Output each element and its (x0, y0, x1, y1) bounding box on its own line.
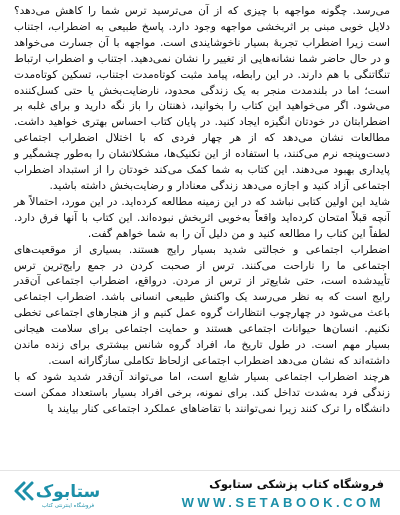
paragraph-1: می‌رسد. چگونه مواجهه با چیزی که از آن می‌ترسید ترس شما را کاهش می‌دهد؟ دلایل خوبی مبنی بر اثربخشی مواجهه وجود دارد. پاسخ طبیعی به اضطراب، اجتناب است زیرا اضطراب تجربهٔ بسیار ناخوشایندی است. مواجهه با آن جسارت می‌خواهد و در حال حاضر شما نشانه‌هایی از تغییر را نشان نمی‌دهید. اجتناب و اضطراب ارتباط تنگاتنگی با هم دارند. در این رابطه، پیامد مثبت کوتاه‌مدت اجتناب، تسکین کوتاه‌مدت است؛ اما در بلندمدت منجر به یک زندگی محدود، نارضایت‌بخش یا حتی کسل‌کننده می‌شود. اگر می‌خواهید این کتاب را بخوانید، ذهنتان را باز نگه دارید و برای غلبه بر اضطرابتان در خودتان انگیزه ایجاد کنید. در پایان کتاب احساس بهتری خواهید داشت. مطالعات نشان می‌دهد که از هر چهار فردی که با اختلال اضطراب اجتماعی دست‌وپنجه نرم می‌کنند، با استفاده از این تکنیک‌ها، مشکلاتشان را به‌طور چشمگیر و پایداری بهبود می‌دهند. این کتاب به شما کمک می‌کند خودتان را از استبداد اضطراب اجتماعی آزاد کنید و اجازه می‌دهد زندگی معنادار و رضایت‌بخش داشته باشید. (14, 5, 390, 192)
store-url-link[interactable]: WWW.SETABOOK.COM (181, 495, 384, 510)
paragraph-4: هرچند اضطراب اجتماعی بسیار شایع است، اما می‌تواند آن‌قدر شدید شود که با زندگی فرد به‌شدت تداخل کند. برای نمونه، برخی افراد بسیار باستعداد ممکن است دانشگاه را ترک کنند زیرا نمی‌توانند با تقاضاهای عملکرد اجتماعی کنار بیایند یا (14, 370, 390, 415)
store-branding (182, 477, 384, 512)
paragraph-3: اضطراب اجتماعی و خجالتی شدید بسیار رایج هستند. بسیاری از موقعیت‌های اجتماعی ما را ناراحت می‌کنند. ترس از صحبت کردن در جمع رایج‌ترین ترس تأییدشده است، حتی شایع‌تر از ترس از مردن. درواقع، اضطراب اجتماعی آن‌قدر رایج است که به نظر می‌رسد یک واکنش طبیعی انسانی باشد. اضطراب اجتماعی باعث می‌شود در چهارچوب انتظارات گروه عمل کنیم و از هنجارهای اجتماعی تخطی نکنیم. انسان‌ها حیوانات اجتماعی هستند و حمایت اجتماعی برای سلامت هیجانی بسیار مهم است. در طول تاریخ ما، افراد گروه شانس بیشتری برای زنده ماندن داشته‌اند که نشان می‌دهد اضطراب اجتماعی ازلحاظ تکاملی سازگارانه است. (14, 243, 390, 367)
setabook-logo[interactable] (10, 476, 102, 510)
paragraph-2: شاید این اولین کتابی نباشد که در این زمینه مطالعه کرده‌اید. در این مورد، احتمالاً هر آنچه قبلاً امتحان کرده‌اید واقعاً به‌خوبی اثربخش نبوده‌اند. این کتاب با آنها فرق دارد. لطفاً این کتاب را مطالعه کنید و من دلیل آن را به شما خواهم گفت. (14, 195, 390, 240)
store-footer (0, 470, 400, 515)
body-text (14, 4, 390, 418)
store-title: فروشگاه کتاب پزشکی ستابوک (209, 477, 384, 491)
logo-wordmark: ستابوک (35, 482, 101, 502)
logo-subtext: فروشگاه اینترنتی کتاب (41, 503, 95, 509)
text-fade-overlay (0, 449, 400, 471)
